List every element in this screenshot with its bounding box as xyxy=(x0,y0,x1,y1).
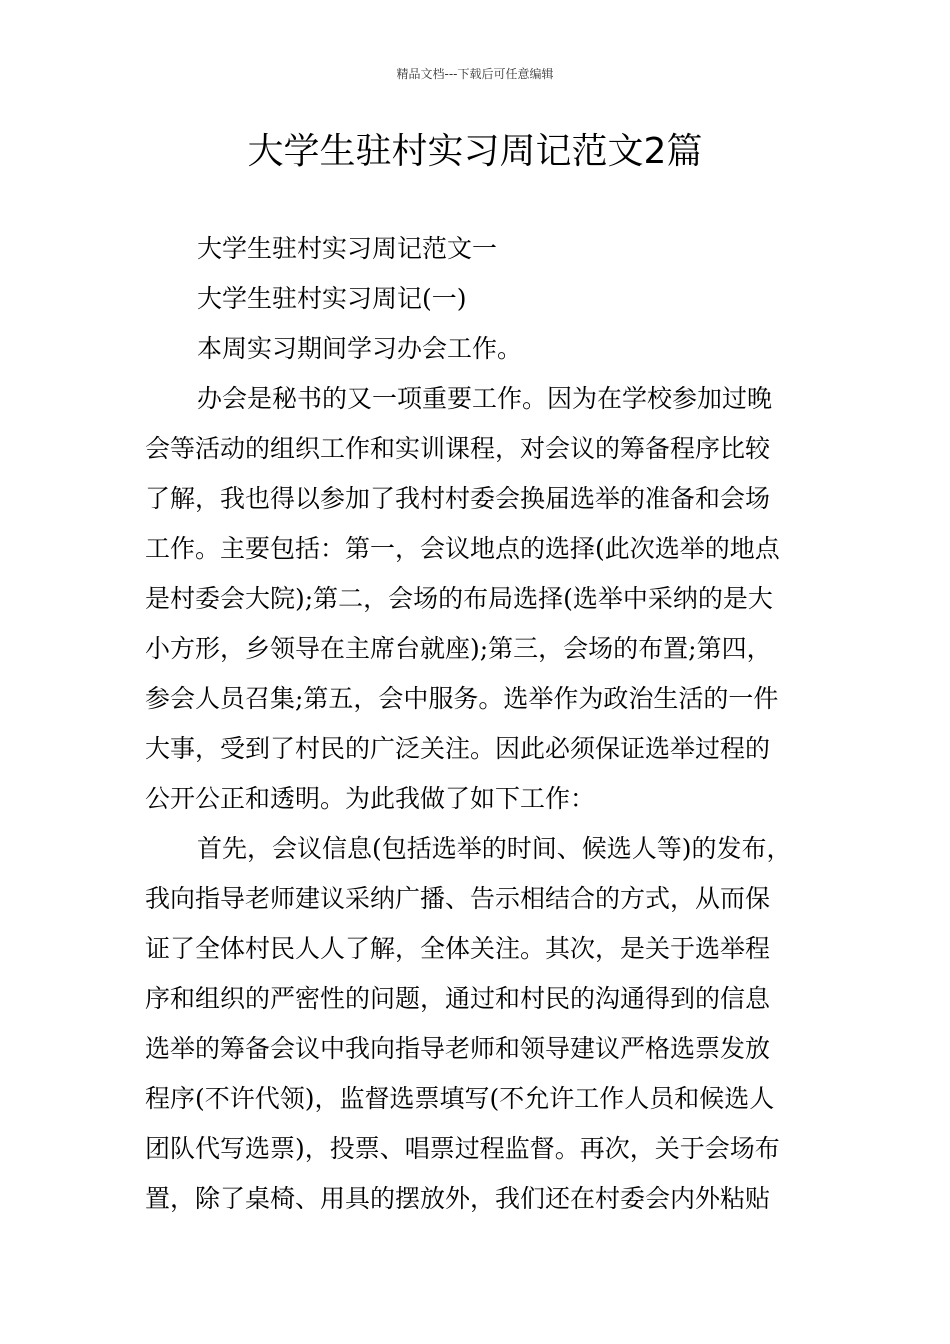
document-title: 大学生驻村实习周记范文2篇 xyxy=(247,131,703,172)
paragraph-line: 我向指导老师建议采纳广播、告示相结合的方式，从而保 xyxy=(145,884,771,913)
paragraph-line: 大事，受到了村民的广泛关注。因此必须保证选举过程的 xyxy=(145,734,771,763)
paragraph-line: 首先，会议信息(包括选举的时间、候选人等)的发布， xyxy=(197,834,792,863)
document-body xyxy=(145,224,810,1224)
paragraph-line: 置，除了桌椅、用具的摆放外，我们还在村委会内外粘贴 xyxy=(145,1184,771,1213)
paragraph-line: 会等活动的组织工作和实训课程，对会议的筹备程序比较 xyxy=(145,434,771,463)
paragraph-line: 公开公正和透明。为此我做了如下工作： xyxy=(145,784,596,813)
paragraph-line: 参会人员召集;第五，会中服务。选举作为政治生活的一件 xyxy=(145,684,779,713)
subsection-heading: 大学生驻村实习周记(一) xyxy=(197,284,467,313)
paragraph-line: 了解，我也得以参加了我村村委会换届选举的准备和会场 xyxy=(145,484,771,513)
paragraph-line: 团队代写选票)，投票、唱票过程监督。再次，关于会场布 xyxy=(145,1134,780,1163)
paragraph-line: 是村委会大院);第二，会场的布局选择(选举中采纳的是大 xyxy=(145,584,773,613)
paragraph-line: 序和组织的严密性的问题，通过和村民的沟通得到的信息 xyxy=(145,984,771,1013)
page-header: 精品文档---下载后可任意编辑 xyxy=(396,67,554,81)
paragraph-line: 选举的筹备会议中我向指导老师和领导建议严格选票发放 xyxy=(145,1034,771,1063)
paragraph-line: 办会是秘书的又一项重要工作。因为在学校参加过晚 xyxy=(197,384,773,413)
paragraph-line: 程序(不许代领)，监督选票填写(不允许工作人员和候选人 xyxy=(145,1084,775,1113)
paragraph-line: 工作。主要包括：第一，会议地点的选择(此次选举的地点 xyxy=(145,534,780,563)
paragraph-line: 证了全体村民人人了解，全体关注。其次，是关于选举程 xyxy=(145,934,771,963)
paragraph-line: 本周实习期间学习办会工作。 xyxy=(197,334,523,363)
paragraph-line: 小方形，乡领导在主席台就座);第三，会场的布置;第四， xyxy=(145,634,772,663)
section-heading: 大学生驻村实习周记范文一 xyxy=(197,234,498,263)
